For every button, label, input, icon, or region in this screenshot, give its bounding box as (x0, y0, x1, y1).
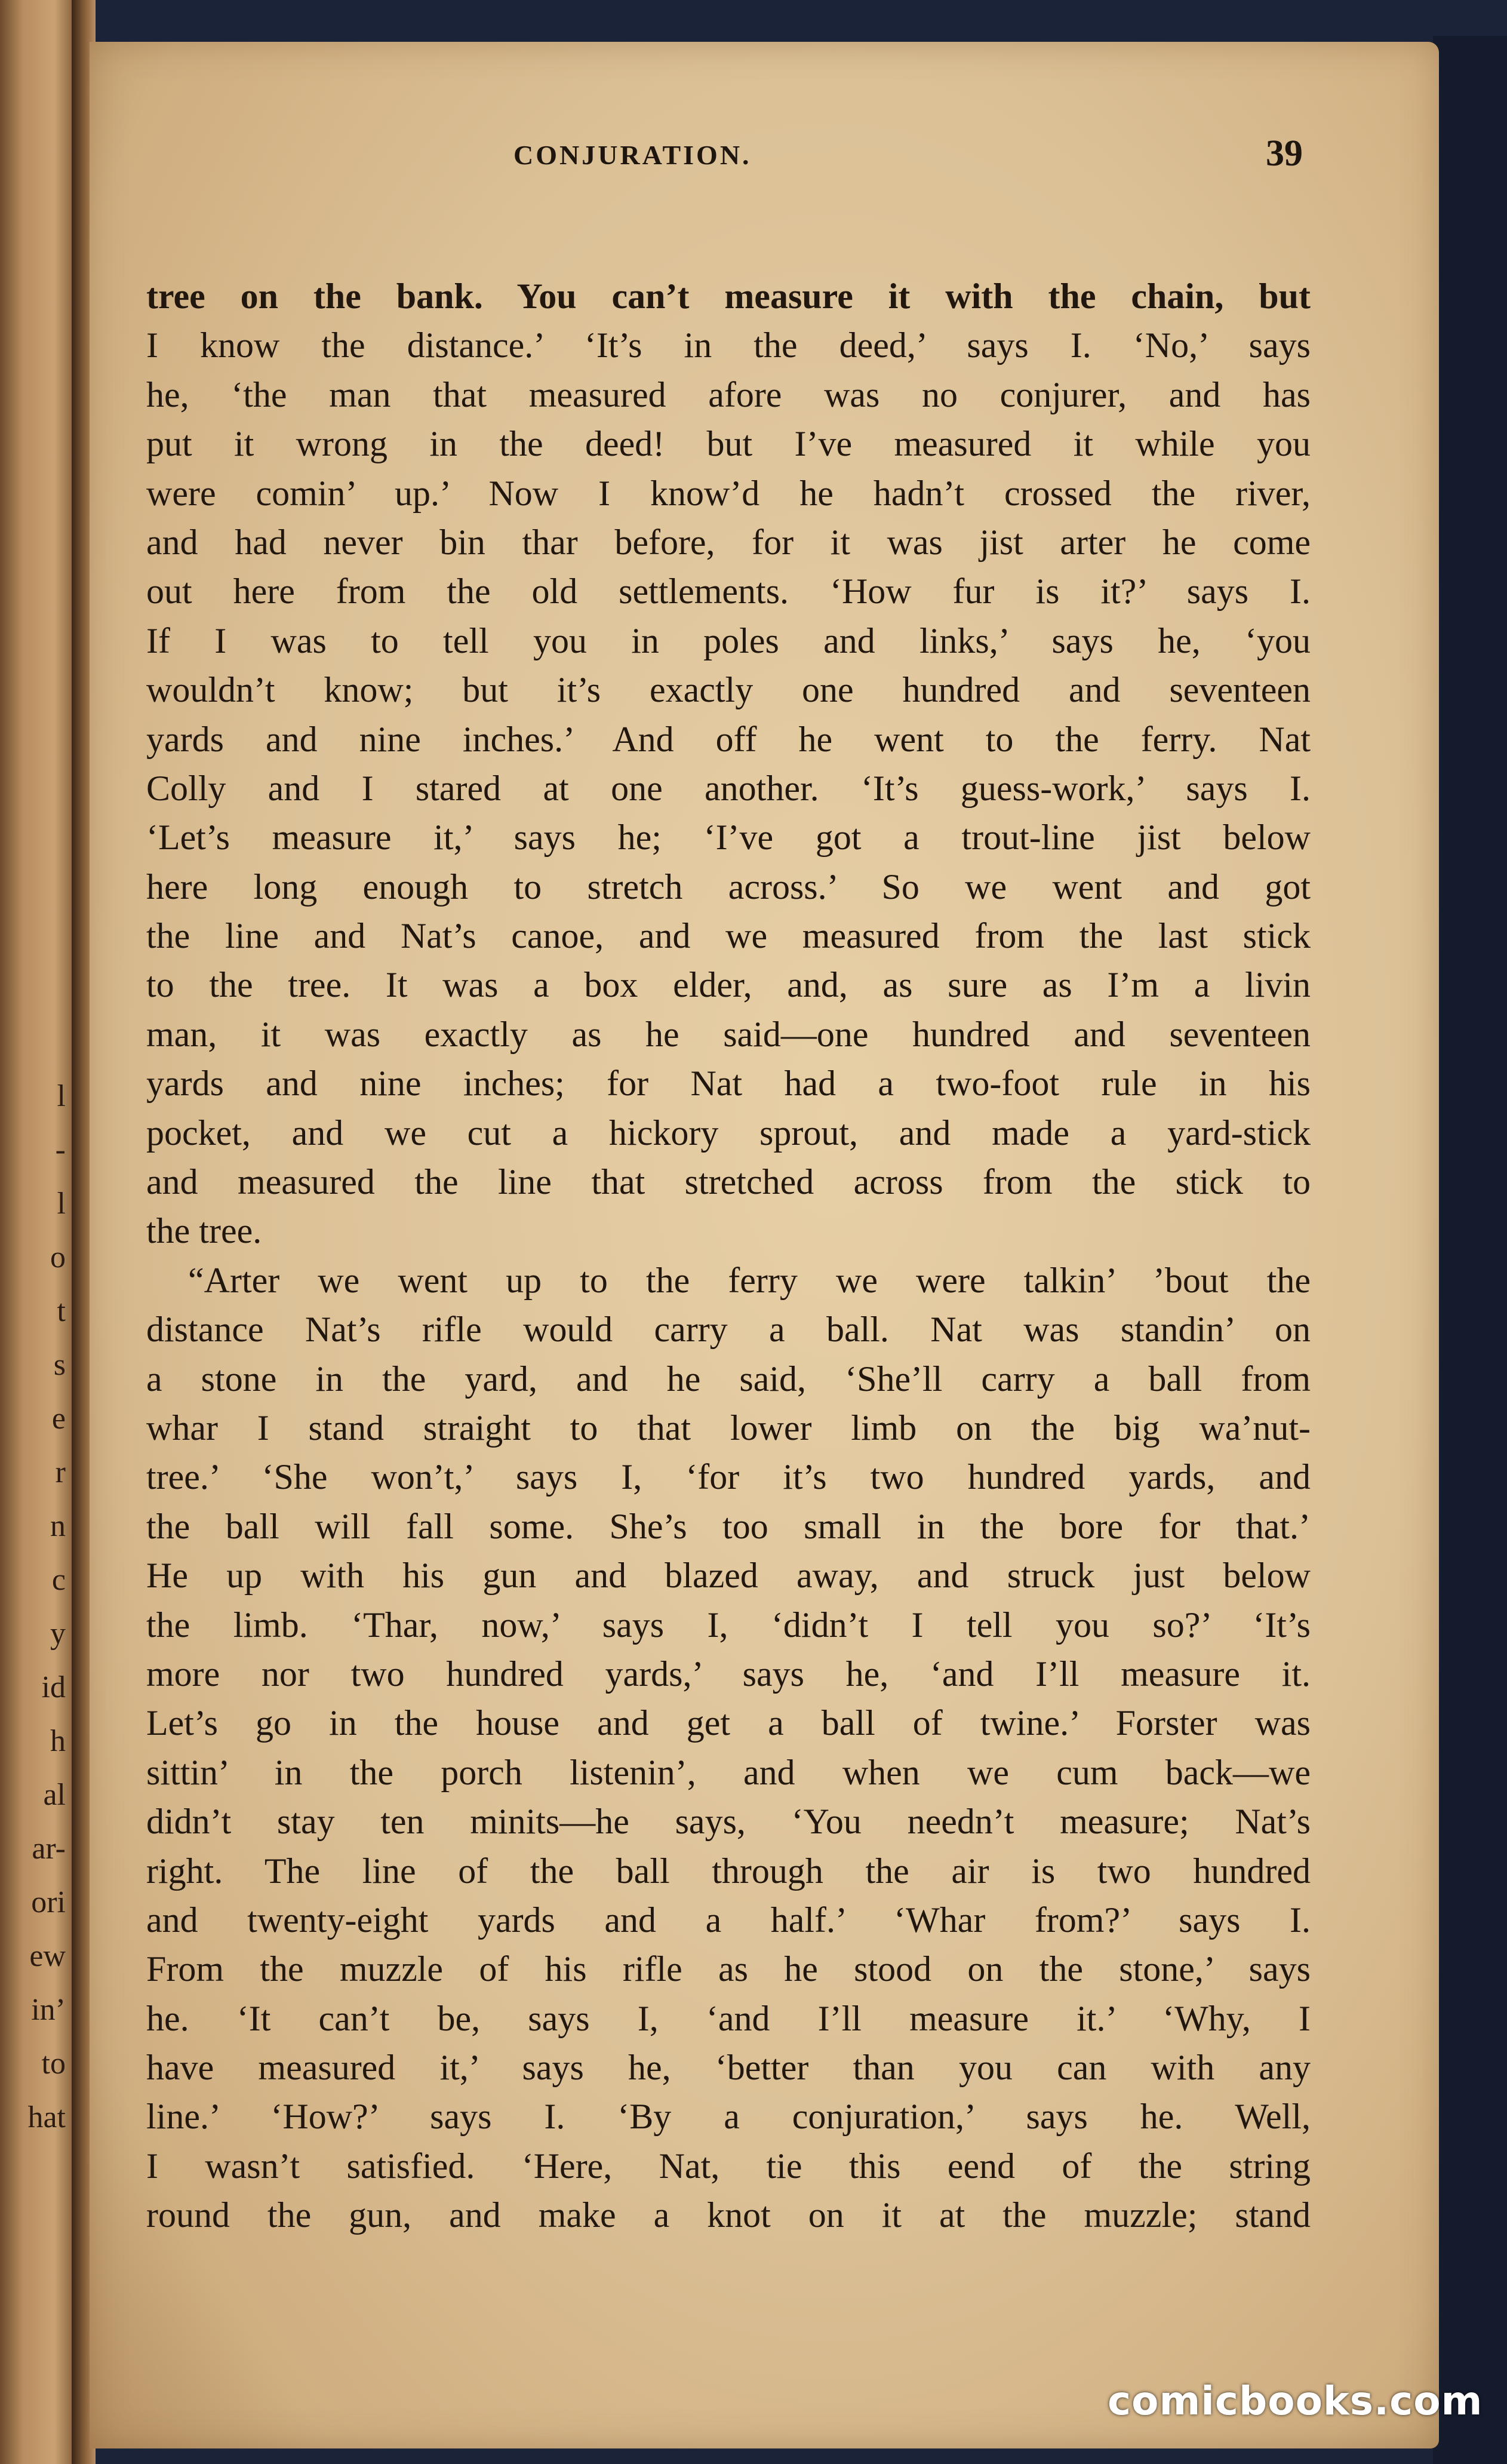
text-line: Let’s go in the house and get a ball of twine.’ Forster was (146, 1703, 1311, 1743)
text-line: yards and nine inches.’ And off he went to the ferry. Nat (146, 719, 1311, 759)
text-line: tree.’ ‘She won’t,’ says I, ‘for it’s two hundred yards, and (146, 1457, 1311, 1497)
background-right (1433, 36, 1507, 2464)
facing-page-fragment: ar- (32, 1832, 66, 1866)
watermark: comicbooks.com (1108, 2378, 1483, 2424)
facing-page-fragment: hat (27, 2100, 66, 2134)
text-line: round the gun, and make a knot on it at the muzzle; stand (146, 2195, 1311, 2235)
text-line: a stone in the yard, and he said, ‘She’ll carry a ball from (146, 1359, 1311, 1399)
text-line: I know the distance.’ ‘It’s in the deed,’ says I. ‘No,’ says (146, 325, 1311, 365)
text-line: the ball will fall some. She’s too small in the bore for that.’ (146, 1506, 1311, 1546)
page-number: 39 (1266, 133, 1303, 174)
facing-page-fragment: e (51, 1402, 66, 1436)
text-line: and measured the line that stretched across from the stick to (146, 1162, 1311, 1202)
facing-page-fragment: s (53, 1348, 66, 1382)
text-line: Colly and I stared at one another. ‘It’s guess-work,’ says I. (146, 768, 1311, 808)
running-head: CONJURATION. (513, 140, 752, 170)
text-line: line.’ ‘How?’ says I. ‘By a conjuration,’ says he. Well, (146, 2097, 1311, 2137)
text-line: pocket, and we cut a hickory sprout, and made a yard-stick (146, 1113, 1311, 1153)
text-line: tree on the bank. You can’t measure it with the chain, but (146, 276, 1311, 316)
facing-page-fragment: y (50, 1617, 66, 1651)
text-line: distance Nat’s rifle would carry a ball. Nat was standin’ on (146, 1310, 1311, 1350)
facing-page-edge (0, 0, 78, 2464)
text-line: were comin’ up.’ Now I know’d he hadn’t crossed the river, (146, 473, 1311, 513)
text-line: out here from the old settlements. ‘How fur is it?’ says I. (146, 572, 1311, 612)
facing-page-fragment: ori (31, 1885, 66, 1919)
facing-page-fragment: n (50, 1509, 66, 1543)
text-line: the limb. ‘Thar, now,’ says I, ‘didn’t I tell you so?’ ‘It’s (146, 1605, 1311, 1645)
text-line: he. ‘It can’t be, says I, ‘and I’ll measure it.’ ‘Why, I (146, 1998, 1311, 2038)
text-line: the line and Nat’s canoe, and we measured from the last stick (146, 916, 1311, 956)
facing-page-fragment: o (50, 1240, 66, 1274)
facing-page-fragment: to (41, 2047, 66, 2081)
text-line: have measured it,’ says he, ‘better than you can with any (146, 2048, 1311, 2088)
text-line: more nor two hundred yards,’ says he, ‘and I’ll measure it. (146, 1654, 1311, 1694)
text-line: whar I stand straight to that lower limb on the big wa’nut- (146, 1408, 1311, 1448)
text-line: He up with his gun and blazed away, and struck just below (146, 1556, 1311, 1596)
facing-page-fragment: in’ (31, 1993, 66, 2027)
text-line: “Arter we went up to the ferry we were talkin’ ’bout the (188, 1260, 1311, 1300)
facing-page-fragment: l (57, 1079, 66, 1113)
text-line: ‘Let’s measure it,’ says he; ‘I’ve got a trout-line jist below (146, 818, 1311, 858)
facing-page-fragment: ew (29, 1939, 66, 1973)
text-line: If I was to tell you in poles and links,’ says he, ‘you (146, 620, 1311, 660)
text-line: didn’t stay ten minits—he says, ‘You needn’t measure; Nat’s (146, 1802, 1311, 1842)
text-line: to the tree. It was a box elder, and, as sure as I’m a livin (146, 965, 1311, 1005)
text-line: the tree. (146, 1211, 262, 1251)
text-line: man, it was exactly as he said—one hundred and seventeen (146, 1014, 1311, 1054)
facing-page-fragment: - (55, 1133, 66, 1167)
text-line: I wasn’t satisfied. ‘Here, Nat, tie this eend of the string (146, 2146, 1311, 2186)
facing-page-fragment: h (50, 1724, 66, 1758)
facing-page-fragment: l (57, 1187, 66, 1221)
facing-page-fragment: c (51, 1563, 66, 1597)
text-line: sittin’ in the porch listenin’, and when we cum back—we (146, 1752, 1311, 1792)
body-text (146, 272, 1311, 2240)
text-line: and twenty-eight yards and a half.’ ‘Whar from?’ says I. (146, 1900, 1311, 1940)
text-line: yards and nine inches; for Nat had a two-foot rule in his (146, 1064, 1311, 1104)
text-line: wouldn’t know; but it’s exactly one hundred and seventeen (146, 670, 1311, 710)
text-line: here long enough to stretch across.’ So we went and got (146, 867, 1311, 907)
text-line: right. The line of the ball through the air is two hundred (146, 1851, 1311, 1891)
text-line: From the muzzle of his rifle as he stood on the stone,’ says (146, 1949, 1311, 1989)
text-line: he, ‘the man that measured afore was no conjurer, and has (146, 374, 1311, 414)
facing-page-text-fragments (0, 0, 75, 2464)
facing-page-fragment: r (55, 1455, 66, 1489)
text-line: put it wrong in the deed! but I’ve measured it while you (146, 424, 1311, 464)
facing-page-fragment: id (41, 1670, 66, 1704)
text-line: and had never bin thar before, for it was jist arter he come (146, 522, 1311, 562)
facing-page-fragment: al (43, 1778, 66, 1812)
facing-page-fragment: t (57, 1294, 66, 1328)
